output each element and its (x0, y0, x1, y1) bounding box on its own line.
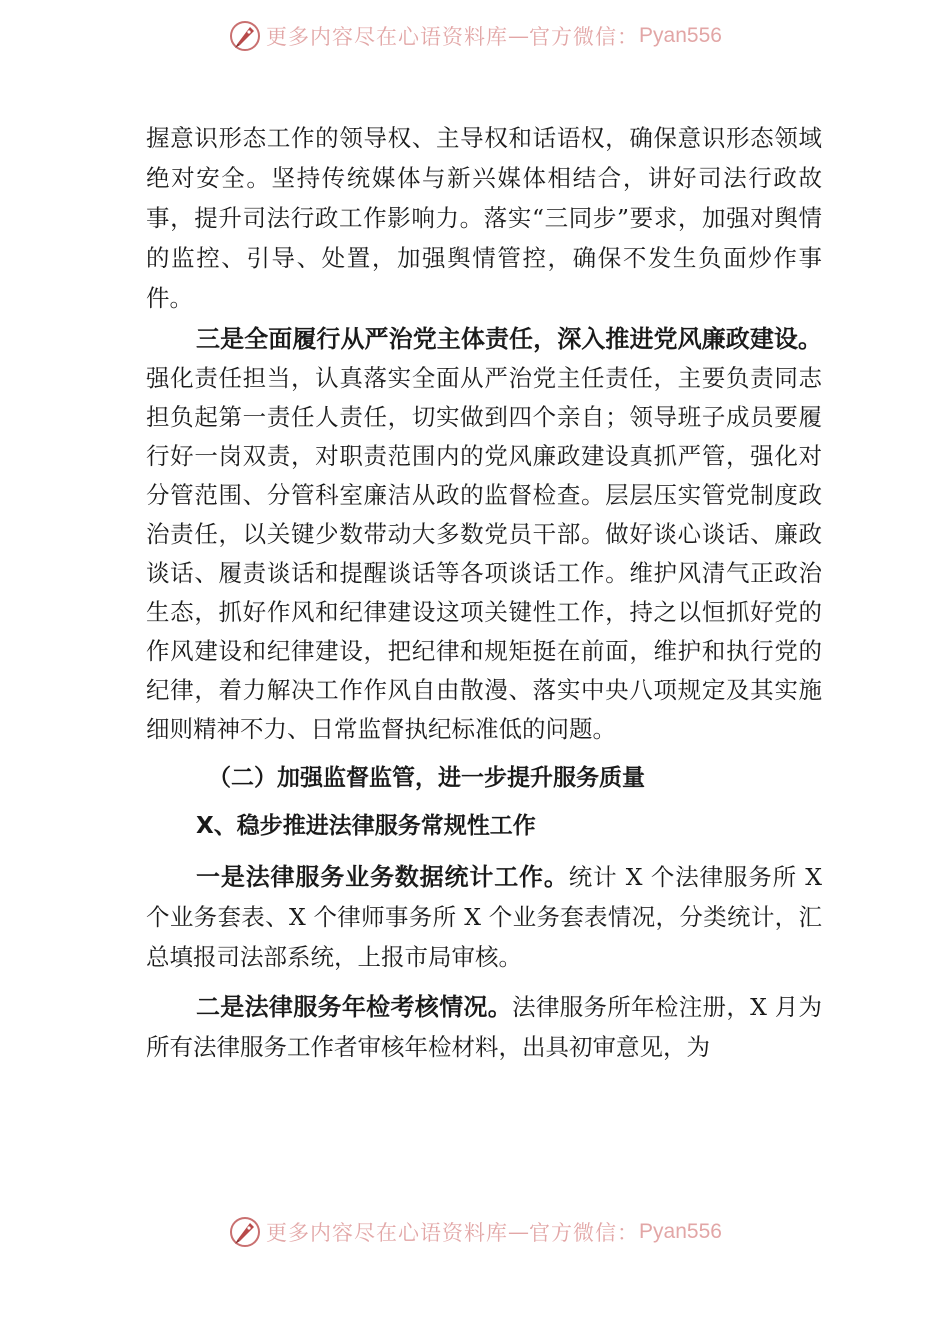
paragraph-annual-inspection (146, 987, 822, 1067)
banner-wechat-id: Pyan556 (639, 1220, 722, 1243)
paragraph-body: 统计 X 个法律服务所 X 个业务套表、X 个律师事务所 X 个业务套表情况，分类统计，汇总填报司法部系统，上报市局审核。 (146, 863, 822, 971)
paragraph-ideology: 握意识形态工作的领导权、主导权和话语权，确保意识形态领域绝对安全。坚持传统媒体与新兴媒体相结合，讲好司法行政故事，提升司法行政工作影响力。落实“三同步”要求，加强对舆情的监控、引导、处置，加强舆情管控，确保不发生负面炒作事件。 (146, 124, 822, 312)
banner-wechat-label: 官方微信： (529, 25, 640, 49)
pen-nib-logo-icon (228, 19, 262, 53)
banner-wechat-id: Pyan556 (639, 24, 722, 47)
header-banner (0, 16, 950, 56)
banner-text: 更多内容尽在心语资料库 (266, 25, 509, 49)
section-heading: （二）加强监督监管，进一步提升服务质量 (208, 765, 645, 791)
pen-nib-logo-icon (228, 1215, 262, 1249)
paragraph-lead-bold: 一是法律服务业务数据统计工作。 (196, 863, 569, 891)
document-body (146, 118, 822, 1067)
footer-banner (0, 1212, 950, 1252)
subsection-heading: X、稳步推进法律服务常规性工作 (196, 813, 536, 839)
banner-wechat-label: 官方微信： (529, 1221, 640, 1245)
paragraph-lead-bold: 三是全面履行从严治党主体责任，深入推进党风廉政建设。 (196, 325, 822, 353)
paragraph-body: 强化责任担当，认真落实全面从严治党主任责任，主要负责同志担负起第一责任人责任，切实做到四个亲自；领导班子成员要履行好一岗双责，对职责范围内的党风廉政建设真抓严管，强化对分管范围、分管科室廉洁从政的监督检查。层层压实管党制度政治责任，以关键少数带动大多数党员干部。做好谈心谈话、廉政谈话、履责谈话和提醒谈话等各项谈话工作。维护风清气正政治生态，抓好作风和纪律建设这项关键性工作，持之以恒抓好党的作风建设和纪律建设，把纪律和规矩挺在前面，维护和执行党的纪律，着力解决工作作风自由散漫、落实中央八项规定及其实施细则精神不力、日常监督执纪标准低的问题。 (146, 364, 822, 743)
paragraph-lead-bold: 二是法律服务年检考核情况。 (196, 993, 513, 1021)
banner-separator: — (508, 24, 530, 48)
paragraph-statistics (146, 857, 822, 977)
banner-text: 更多内容尽在心语资料库 (266, 1221, 509, 1245)
paragraph-party-responsibility (146, 320, 822, 749)
paragraph-body: 法律服务所年检注册，X 月为所有法律服务工作者审核年检材料，出具初审意见，为 (146, 993, 823, 1061)
banner-separator: — (508, 1220, 530, 1244)
